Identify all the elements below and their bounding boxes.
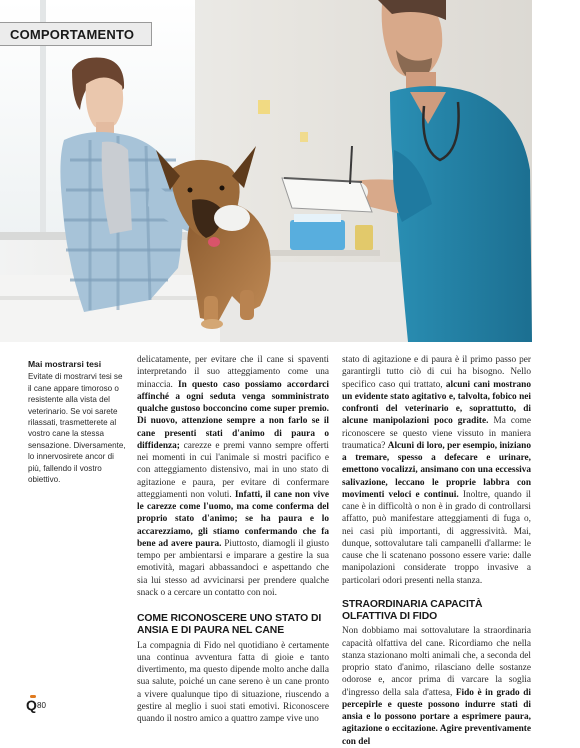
sidebar-text: Evitate di mostrarvi tesi se il cane appare timoroso o resistente alla vista del veterinario. Se voi sarete rilassati, trasmetterete al vostro cane la stessa sensazione. Diversamente, lo innervosirete ancor di più, fallendo il vostro obiettivo. [28,372,126,485]
section-tag [0,22,152,46]
bold-text-run: Infatti, il cane non vive le carezze come l'uomo, ma come conferma del proprio stato d'animo; se ha paura e lo accarezziamo, gli stiamo confermando che fa bene ad avere paura. [137,489,329,549]
blue-box [290,220,345,250]
magazine-logo: Q [26,697,37,713]
col2-subheading: STRAORDINARIA CAPACITÀ OLFATTIVA DI FIDO [342,598,483,623]
page-footer [26,697,66,713]
col2-paragraph-1 [342,354,531,587]
sidebar-tip [28,359,126,485]
page-number: 80 [37,701,46,710]
col1-paragraph-2: La compagnia di Fido nel quotidiano è certamente una continua avventura fatta di gioie e tanto divertimento, ma questo dipende molto anche dalla sua salute, poiché un cane sereno è un cane pronto a vivere qualunque tipo di situazione, riuscendo a gestire al meglio i suoi stati emotivi. Riconoscere quando il nostro amico a quattro zampe vive uno [137,640,329,725]
text-run: carezze e premi vanno sempre offerti nei momenti in cui l'animale si mostri pacifico e con atteggiamento distensivo, mai in uno stato di agitazione e paura, per evitare di confermare atteggiamenti non voluti. [137,440,329,500]
hero-photo [0,0,532,342]
bold-text-run: Di nuovo, attenzione sempre a non farlo se il cane presenti stati d'animo di paura o diffidenza; [137,416,329,451]
col2-paragraph-2 [342,625,531,748]
vet-clinic-illustration [0,0,532,342]
text-run: Piuttosto, diamogli il giusto tempo per ambientarsi e imparare a gestire la sua emotività, magari abbassandoci e aspettando che sia lui stesso ad avvicinarsi per prendere qualche snack o a cercare un contatto con noi. [137,538,330,598]
section-tag-label: COMPORTAMENTO [10,27,135,42]
bold-text-run: alcuni cani mostrano un evidente stato agitativo e, talvolta, fobico nei confronti del veterinario e, soprattutto, di alcune manipolazioni poco gradite. [342,379,531,427]
bold-text-run: Fido è in grado di percepirle e queste possono indurre stati di ansia e lo possono portare a esprimere paura, agitazione o eccitazione. Agire preventivamente con del [342,687,531,747]
text-run: Non dobbiamo mai sottovalutare la straordinaria capacità olfattiva del cane. Ricordiamo che nella stanza stazionano molti animali che, a seconda del proprio stato d'animo, rilasciano delle sostanze odorose e, ancor prima di varcare la soglia d'ingresso della sala d'attesa, [342,626,531,698]
article-column-2 [342,354,531,748]
col1-paragraph-1 [137,354,329,599]
col1-subheading: COME RICONOSCERE UNO STATO DI ANSIA E DI PAURA NEL CANE [137,613,322,637]
text-run: Ma come riconoscere se questo viene vissuto in maniera traumatica? [342,416,531,451]
text-run: stato di agitazione e di paura è il primo passo per garantirgli tutto ciò di cui ha bisogno. Nello specifico caso qui trattato, [342,355,531,390]
text-run: delicatamente, per evitare che il cane si spaventi interpretando il suo atteggiamento come una minaccia. [137,355,329,390]
article-column-1 [137,354,329,725]
bold-text-run: Alcuni di loro, per esempio, iniziano a tremare, spesso a defecare e urinare, emettono vocalizzi, ansimano con una eccessiva salivazione, leccano le proprie labbra con movimenti veloci e continui. [342,440,531,500]
sidebar-title: Mai mostrarsi tesi [28,359,102,369]
text-run: Inoltre, quando il cane è in difficoltà o non è in grado di controllarsi affatto, può manifestare atteggiamenti di fuga o, nei casi più importanti, di aggressività. Mai, dunque, sottovalutare tali campanelli d'allarme: le cause che li scatenano possono essere varie: dalle manipolazioni considerate troppo invasive a particolari odori presenti nella stanza. [342,489,531,586]
bold-text-run: In questo caso possiamo accordarci affinché a ogni seduta venga somministrato qualche gustoso bocconcino come super premio. [137,379,329,414]
